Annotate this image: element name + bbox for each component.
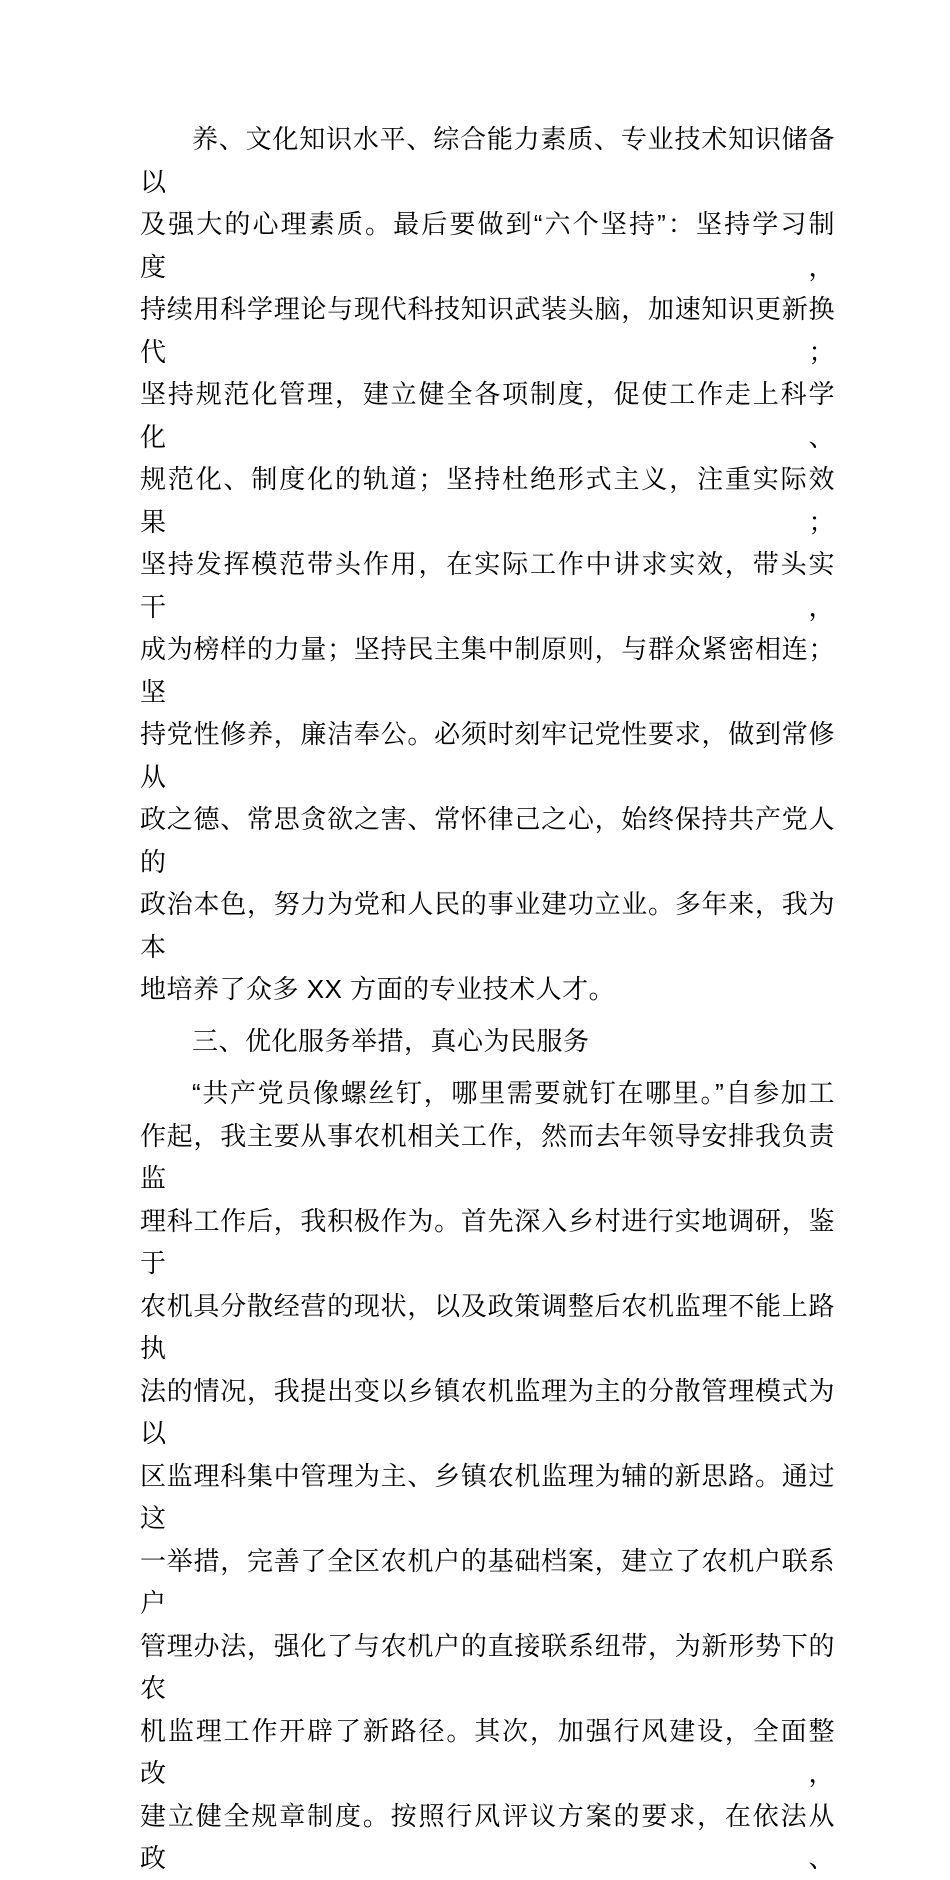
body-text-line: 持续用科学理论与现代科技知识武装头脑，加速知识更新换代；	[140, 294, 835, 367]
body-text-line: 作起，我主要从事农机相关工作，然而去年领导安排我负责监	[140, 1120, 835, 1193]
body-text-line: 及强大的心理素质。最后要做到“六个坚持”：坚持学习制度，	[140, 209, 835, 282]
text-block	[140, 118, 835, 1880]
body-text-line: 政治本色，努力为党和人民的事业建功立业。多年来，我为本	[140, 889, 835, 962]
section-heading: 三、优化服务举措，真心为民服务	[192, 1025, 590, 1056]
body-text-line: 地培养了众多 XX 方面的专业技术人才。	[140, 974, 616, 1004]
body-text-line: 机监理工作开辟了新路径。其次，加强行风建设，全面整改，	[140, 1715, 835, 1788]
body-text-line: 坚持发挥模范带头作用，在实际工作中讲求实效，带头实干，	[140, 549, 835, 622]
body-text-line: 农机具分散经营的现状，以及政策调整后农机监理不能上路执	[140, 1290, 835, 1363]
body-text-line: 一举措，完善了全区农机户的基础档案，建立了农机户联系户	[140, 1545, 835, 1618]
body-text-line: 区监理科集中管理为主、乡镇农机监理为辅的新思路。通过这	[140, 1460, 835, 1533]
body-text-line: 持党性修养，廉洁奉公。必须时刻牢记党性要求，做到常修从	[140, 719, 835, 792]
body-text-line: 管理办法，强化了与农机户的直接联系纽带，为新形势下的农	[140, 1630, 835, 1703]
body-text-line: 理科工作后，我积极作为。首先深入乡村进行实地调研，鉴于	[140, 1205, 835, 1278]
body-text-line: 成为榜样的力量；坚持民主集中制原则，与群众紧密相连；坚	[140, 634, 835, 707]
body-text-line: 法的情况，我提出变以乡镇农机监理为主的分散管理模式为以	[140, 1375, 835, 1448]
body-text-line: 坚持规范化管理，建立健全各项制度，促使工作走上科学化、	[140, 379, 835, 452]
body-text-line: 养、文化知识水平、综合能力素质、专业技术知识储备以	[140, 124, 835, 197]
body-text-line: “共产党员像螺丝钉，哪里需要就钉在哪里。”自参加工	[192, 1078, 835, 1108]
body-text-line: 政之德、常思贪欲之害、常怀律己之心，始终保持共产党人的	[140, 804, 835, 877]
body-text-line: 规范化、制度化的轨道；坚持杜绝形式主义，注重实际效果；	[140, 464, 835, 537]
body-text-line: 建立健全规章制度。按照行风评议方案的要求，在依法从政、	[140, 1800, 835, 1873]
